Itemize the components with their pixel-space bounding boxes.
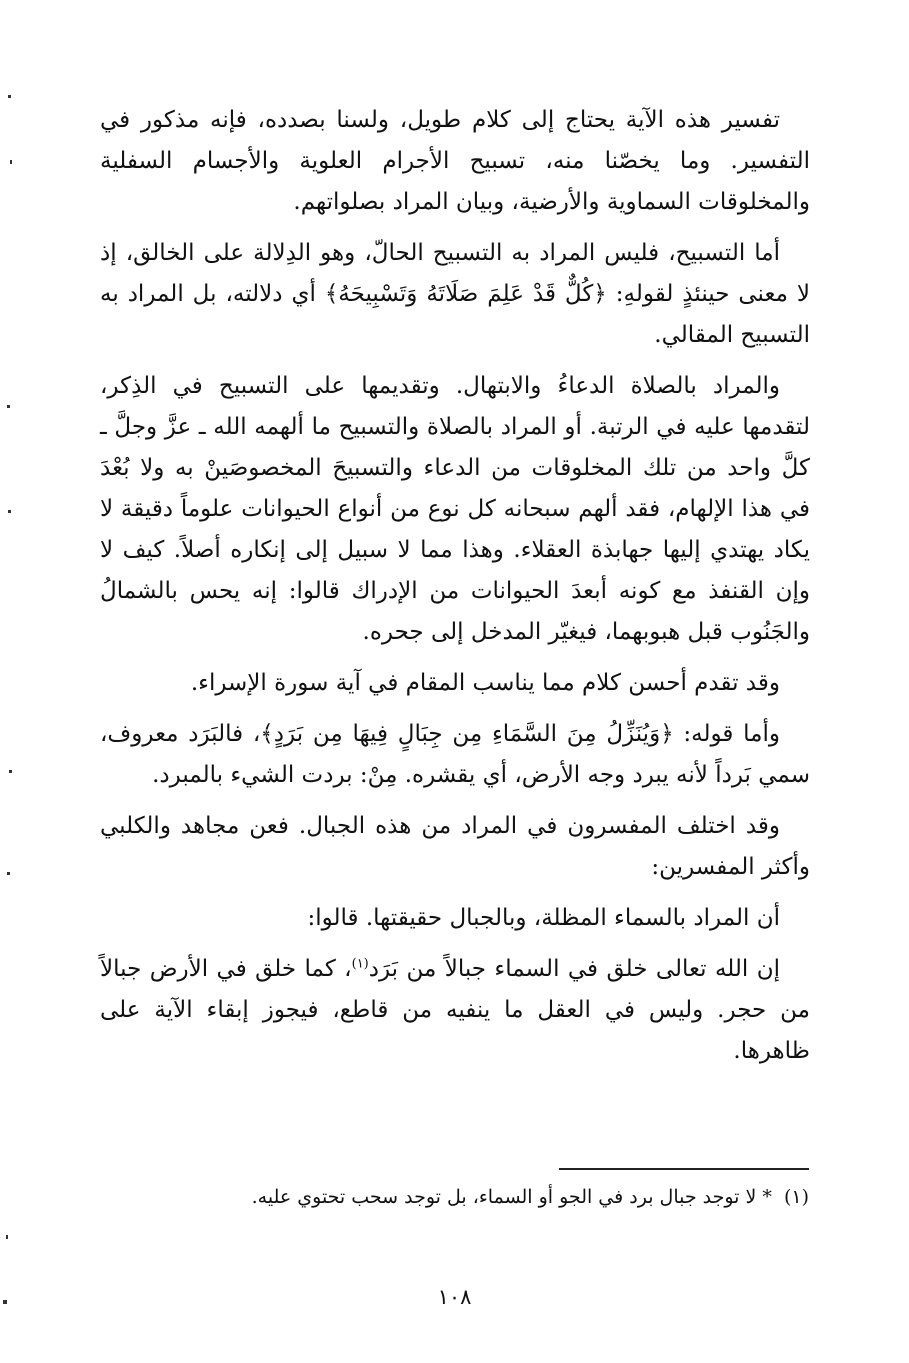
- paragraph-barad: [100, 714, 810, 796]
- paragraph-text: ، فالبَرَد معروف، سمي بَرداً لأنه يبرد وجه الأرض، أي يقشره. مِنْ: بردت الشيء بالمبرد.: [100, 721, 810, 788]
- paragraph-jibal: [100, 949, 810, 1072]
- paragraph-mufassirun: وقد اختلف المفسرون في المراد من هذه الجبال. فعن مجاهد والكلبي وأكثر المفسرين:: [100, 813, 810, 880]
- scan-mark: [7, 872, 10, 875]
- page-number: ١٠٨: [437, 1285, 472, 1309]
- paragraph-text: أما التسبيح، فليس المراد به التسبيح الحالّ، وهو الدِلالة على الخالق، إذ لا معنى حينئذٍ لقولهِ:: [100, 240, 810, 307]
- page-body: [100, 100, 810, 1280]
- paragraph-salat: والمراد بالصلاة الدعاءُ والابتهال. وتقديمها على التسبيح في الذِكر، لتقدمها عليه في الرتبة. أو المراد بالصلاة والتسبيح ما ألهمه الله ـ عزَّ وجلَّ ـ كلَّ واحد من تلك المخلوقات من الدعاء والتسبيحَ المخصوصَينْ به ولا بُعْدَ في هذا الإلهام، فقد ألهم سبحانه كل نوع من أنواع الحيوانات علوماً دقيقة لا يكاد يهتدي إليها جهابذة العقلاء. وهذا مما لا سبيل إلى إنكاره أصلاً. كيف لا وإن القنفذ مع كونه أبعدَ الحيوانات من الإدراك قالوا: إنه يحس بالشمالُ والجَنُوب قبل هبوبهما، فيغيّر المدخل إلى جحره.: [100, 373, 810, 645]
- paragraph-text: أي دلالته، بل المراد به التسبيح المقالي.: [100, 281, 810, 348]
- scan-mark: [10, 160, 12, 164]
- paragraph-tasbih: [100, 233, 810, 356]
- footnote: [99, 1180, 809, 1214]
- scan-mark: [6, 1235, 8, 1239]
- paragraph-intro: تفسير هذه الآية يحتاج إلى كلام طويل، ولسنا بصدده، فإنه مذكور في التفسير. وما يخصّنا منه، تسبيح الأجرام العلوية والأجسام السفلية والمخلوقات السماوية والأرضية، وبيان المراد بصلواتهم.: [100, 107, 810, 215]
- scan-mark: [8, 510, 11, 513]
- paragraph-text: إن الله تعالى خلق في السماء جبالاً من بَرَد: [368, 956, 780, 982]
- quran-verse: ﴿كُلٌّ قَدْ عَلِمَ صَلَاتَهُ وَتَسْبِيحَهُ﴾: [324, 281, 607, 307]
- footnote-divider: [559, 1168, 809, 1170]
- paragraph-sama: أن المراد بالسماء المظلة، وبالجبال حقيقتها. قالوا:: [307, 905, 780, 931]
- scan-mark: [8, 95, 11, 98]
- quran-verse: ﴿وَيُنَزِّلُ مِنَ السَّمَاءِ مِن جِبَالٍ فِيهَا مِن بَرَدٍ﴾: [260, 721, 674, 747]
- paragraph-text: ، كما خلق في الأرض جبالاً من حجر. وليس في العقل ما ينفيه من قاطع، فيجوز إبقاء الآية على ظاهرها.: [100, 956, 810, 1064]
- paragraph-text: وأما قوله:: [673, 721, 780, 747]
- footnote-reference: (١): [351, 956, 369, 972]
- paragraph-isra: وقد تقدم أحسن كلام مما يناسب المقام في آية سورة الإسراء.: [190, 670, 780, 696]
- scan-mark: [3, 1300, 7, 1304]
- scan-mark: [7, 405, 10, 408]
- footnote-number: (١): [783, 1186, 809, 1208]
- footnote-text: * لا توجد جبال برد في الجو أو السماء، بل توجد سحب تحتوي عليه.: [251, 1186, 772, 1208]
- scan-mark: [9, 770, 12, 773]
